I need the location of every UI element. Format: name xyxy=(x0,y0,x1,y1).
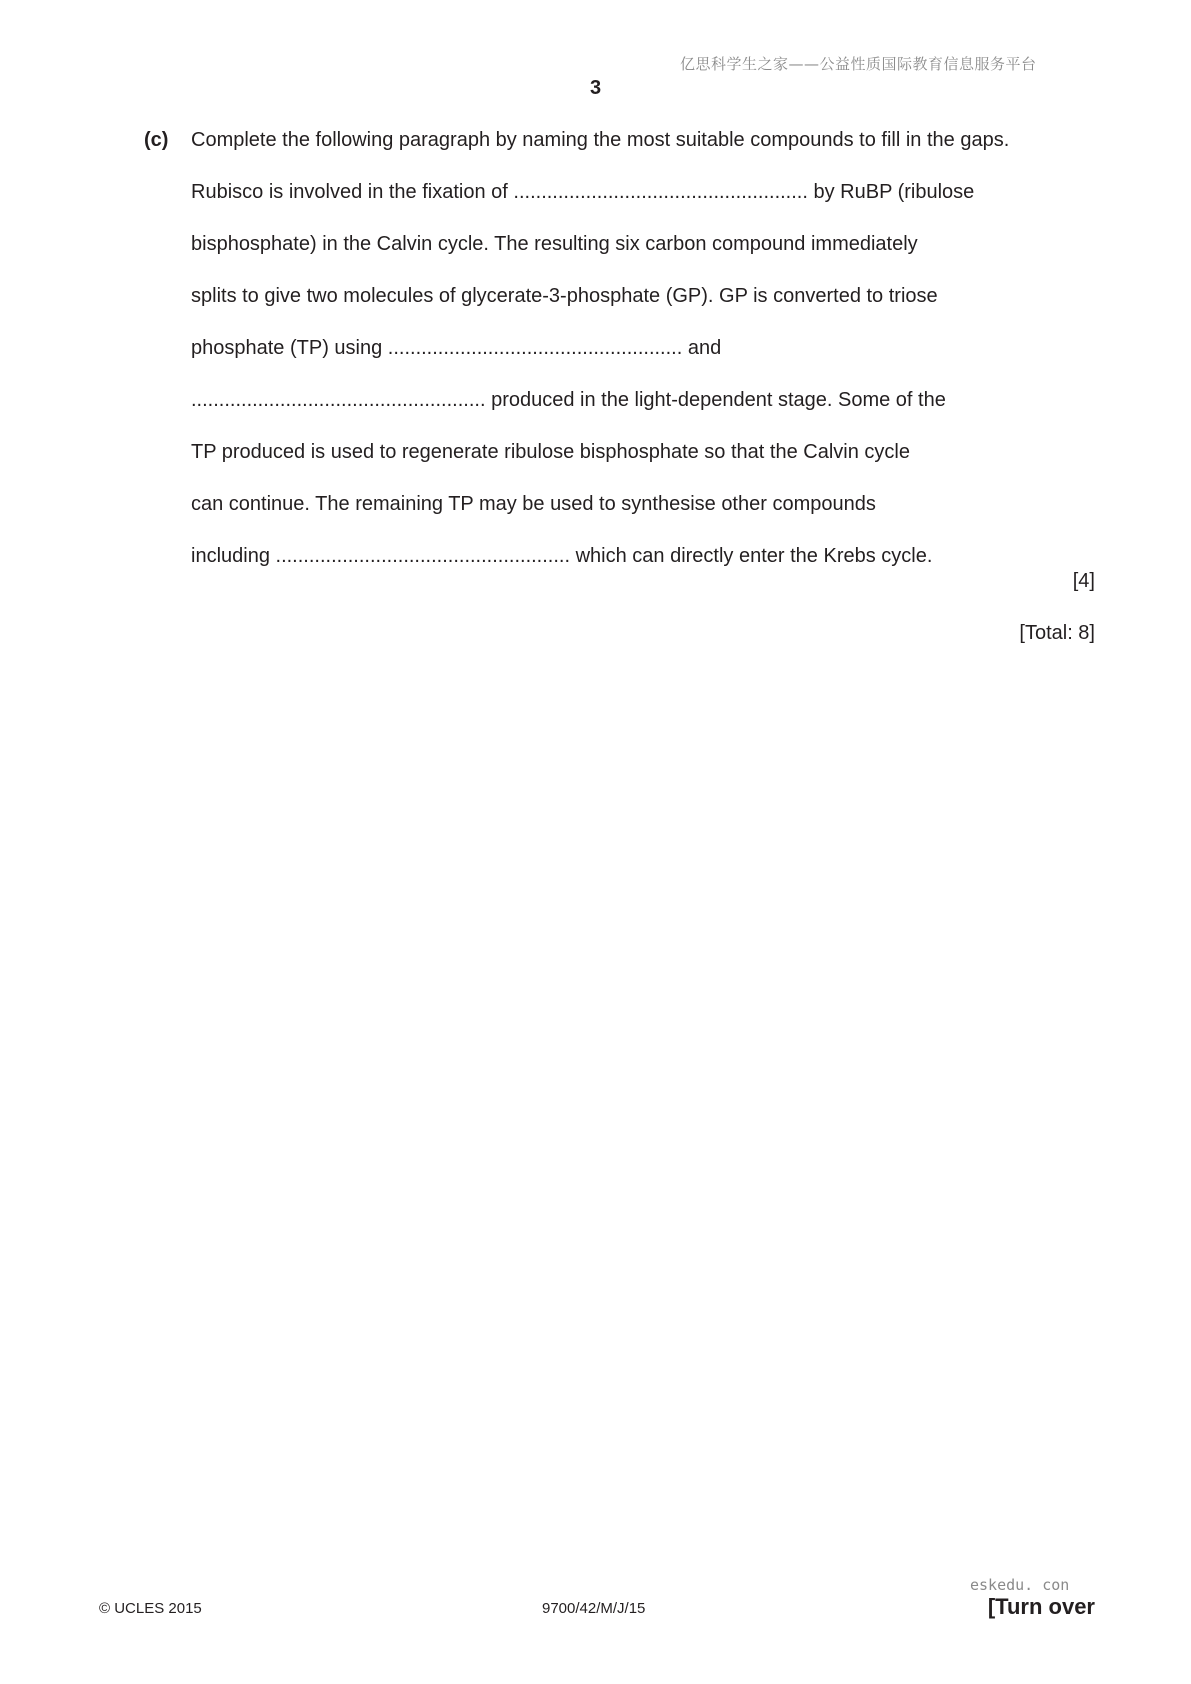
answer-gap-co2[interactable]: ..................................................... xyxy=(513,181,808,203)
line-text-before: Rubisco is involved in the fixation of xyxy=(191,181,514,203)
paragraph-line xyxy=(191,543,932,569)
copyright-text: © UCLES 2015 xyxy=(99,1600,202,1617)
answer-gap-nadph[interactable]: ..................................................... xyxy=(191,389,486,411)
line-text-before: including xyxy=(191,545,276,567)
line-text-after: which can directly enter the Krebs cycle. xyxy=(570,545,933,567)
marks-label: [4] xyxy=(1072,570,1095,592)
paragraph-line xyxy=(191,283,938,309)
line-text-after: produced in the light-dependent stage. Some of the xyxy=(485,389,946,411)
line-text-before: phosphate (TP) using xyxy=(191,337,388,359)
line-text: can continue. The remaining TP may be used to synthesise other compounds xyxy=(191,493,876,515)
line-text: splits to give two molecules of glycerate-3-phosphate (GP). GP is converted to triose xyxy=(191,285,938,307)
line-text: bisphosphate) in the Calvin cycle. The resulting six carbon compound immediately xyxy=(191,233,918,255)
answer-gap-atp[interactable]: ..................................................... xyxy=(387,337,683,359)
line-text-after: and xyxy=(682,337,722,359)
question-prompt: Complete the following paragraph by naming the most suitable compounds to fill in the gaps. xyxy=(191,129,1010,151)
paper-code: 9700/42/M/J/15 xyxy=(542,1600,646,1617)
page-number: 3 xyxy=(589,77,602,99)
question-label: (c) xyxy=(144,129,169,151)
header-watermark: 亿思科学生之家——公益性质国际教育信息服务平台 xyxy=(680,55,1037,73)
line-text-after: by RuBP (ribulose xyxy=(807,181,975,203)
paragraph-line xyxy=(191,231,918,257)
answer-gap-compound[interactable]: ..................................................... xyxy=(275,545,571,567)
line-text: TP produced is used to regenerate ribulose bisphosphate so that the Calvin cycle xyxy=(191,441,910,463)
paragraph-line xyxy=(191,387,946,413)
turn-over-label: [Turn over xyxy=(987,1594,1095,1619)
footer-watermark: eskedu. con xyxy=(970,1576,1070,1594)
paragraph-line xyxy=(191,439,910,465)
paragraph-line xyxy=(191,335,721,361)
paragraph-line xyxy=(191,491,876,517)
paragraph-line xyxy=(191,179,974,205)
total-marks-label: [Total: 8] xyxy=(1019,622,1095,644)
